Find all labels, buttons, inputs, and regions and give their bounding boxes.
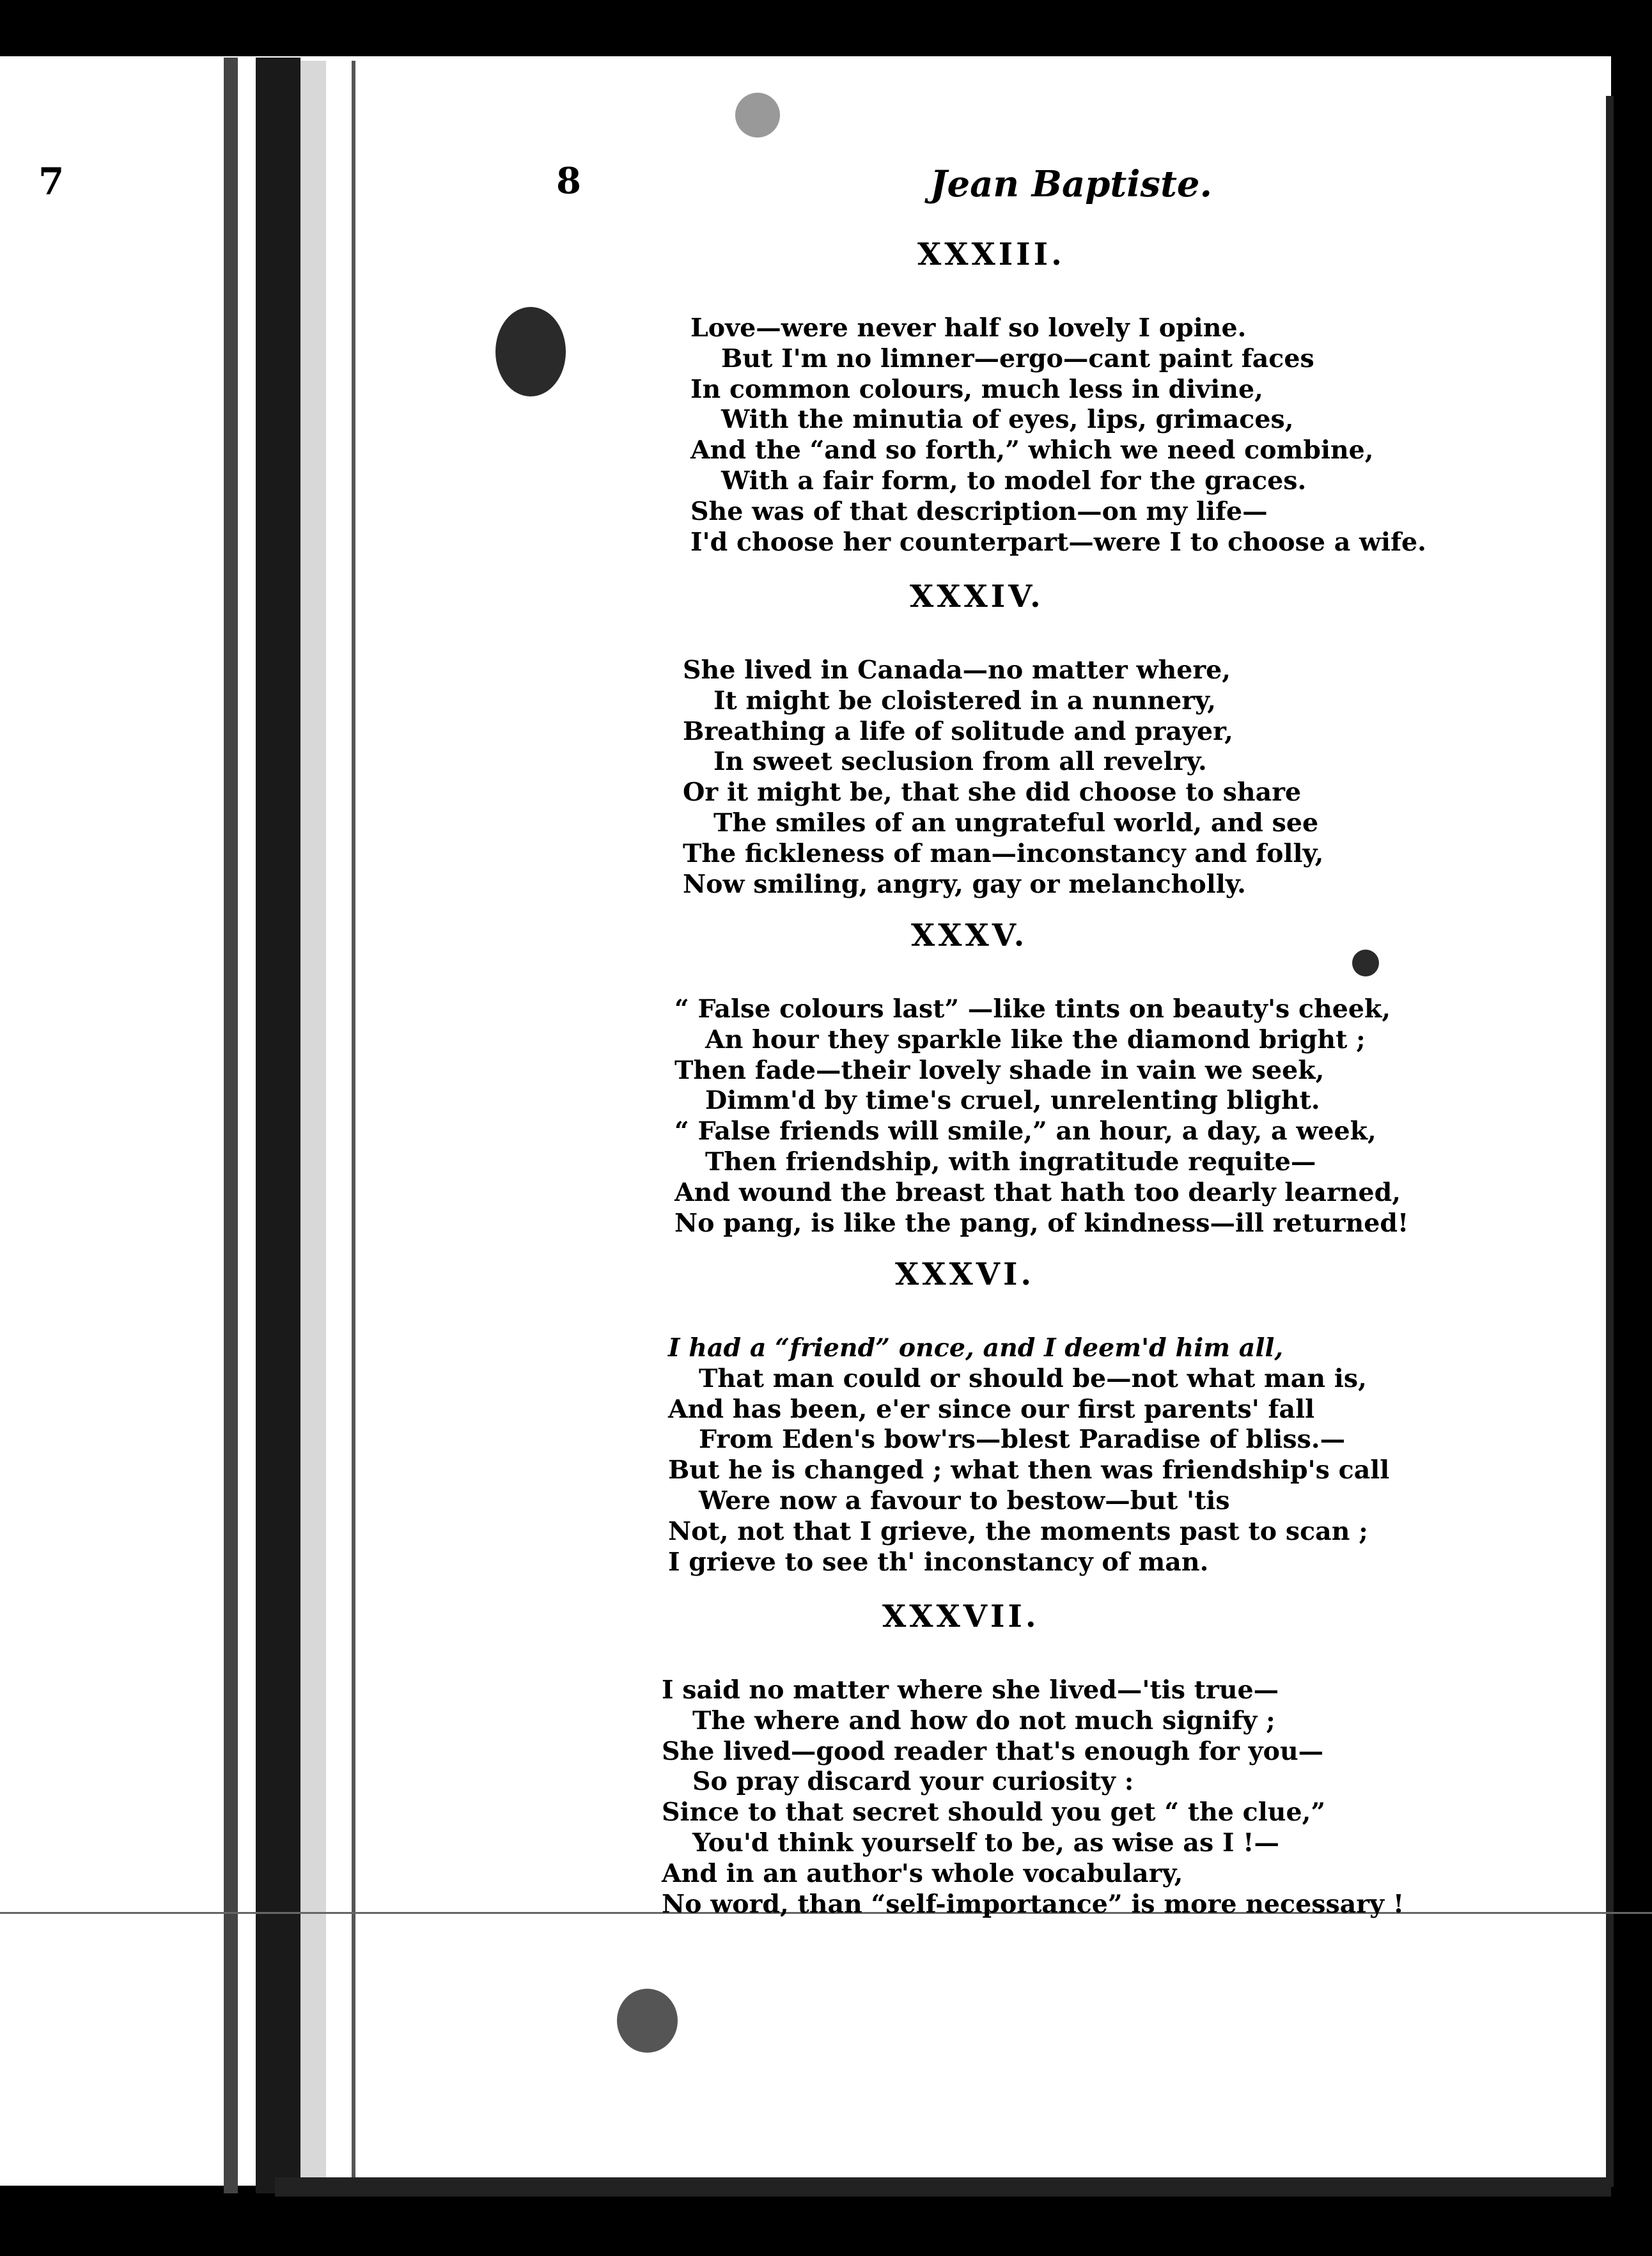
verse-line: I'd choose her counterpart—were I to choose a wife. [690,527,1426,557]
page-number: 8 [556,160,581,202]
verse-line: I grieve to see th' inconstancy of man. [668,1547,1209,1577]
verse-line: I said no matter where she lived—'tis true— [662,1675,1279,1705]
verse-line: Or it might be, that she did choose to share [683,778,1302,808]
verse-line: In common colours, much less in divine, [690,374,1263,404]
previous-page-fragment [0,56,256,2186]
stanza-36 [668,1257,1389,1578]
verse-line: She lived—good reader that's enough for you— [662,1736,1324,1766]
verse-line: Not, not that I grieve, the moments past to scan ; [668,1516,1368,1546]
verse-line: With a fair form, to model for the graces. [721,466,1307,496]
stanza-numeral: XXXVII. [882,1599,1040,1634]
verse-line: Then fade—their lovely shade in vain we seek, [674,1055,1325,1085]
verse-line: Were now a favour to bestow—but 'tis [699,1485,1230,1516]
verse-line: And has been, e'er since our first parents' fall [668,1394,1315,1424]
verse-line: The smiles of an ungrateful world, and see [713,808,1319,838]
stanza-numeral: XXXVI. [895,1257,1035,1292]
verse-line: Then friendship, with ingratitude requite— [705,1147,1316,1177]
verse-line: Now smiling, angry, gay or melancholly. [683,869,1246,899]
ink-blot [495,307,566,396]
verse-line: She lived in Canada—no matter where, [683,655,1231,685]
verse-line: From Eden's bow'rs—blest Paradise of bliss.— [699,1425,1346,1455]
verse-line: So pray discard your curiosity : [692,1767,1134,1797]
stanza-33 [690,237,1426,558]
page-edge-line [352,61,355,2190]
stanza-35 [674,918,1408,1239]
verse-line: It might be cloistered in a nunnery, [713,685,1217,716]
verse-line: No pang, is like the pang, of kindness—ill returned! [674,1208,1409,1238]
stanza-numeral: XXXIV. [910,579,1044,615]
verse-line: You'd think yourself to be, as wise as I !— [692,1828,1280,1858]
verse-line: That man could or should be—not what man is, [699,1363,1367,1393]
stanza-37 [662,1599,1404,1920]
running-head: Jean Baptiste. [930,163,1213,205]
left-page-number: 7 [38,160,65,203]
verse-line: An hour they sparkle like the diamond bright ; [705,1024,1366,1054]
verse-line: But I'm no limner—ergo—cant paint faces [721,343,1314,373]
verse-line: The where and how do not much signify ; [692,1705,1275,1735]
smudge-mark [735,93,780,137]
gutter-highlight [300,61,326,2190]
page-bottom-edge [275,2177,1611,2197]
stanza-numeral: XXXV. [911,918,1028,953]
verse-line: But he is changed ; what then was friendship's call [668,1455,1390,1485]
verse-line: Love—were never half so lovely I opine. [690,313,1247,343]
verse-line: And the “and so forth,” which we need combine, [690,435,1374,466]
book-gutter [256,58,300,2193]
verse-line: Since to that secret should you get “ the clue,” [662,1798,1326,1828]
verse-line: “ False colours last” —like tints on beauty's cheek, [674,994,1391,1024]
page-right-edge [1606,96,1614,2187]
stanza-numeral: XXXIII. [917,237,1065,272]
verse-line: And wound the breast that hath too dearly learned, [674,1177,1401,1207]
verse-line: “ False friends will smile,” an hour, a day, a week, [674,1116,1376,1147]
verse-line: The fickleness of man—inconstancy and folly, [683,838,1324,868]
verse-line: And in an author's whole vocabulary, [662,1858,1183,1888]
verse-line: With the minutia of eyes, lips, grimaces, [721,405,1294,435]
gutter-shadow-outer [224,58,238,2193]
verse-line: I had a “friend” once, and I deem'd him all, [668,1333,1284,1363]
ink-blot [617,1989,678,2053]
verse-line: Dimm'd by time's cruel, unrelenting blight. [705,1086,1320,1116]
verse-line: Breathing a life of solitude and prayer, [683,716,1233,746]
verse-line: In sweet seclusion from all revelry. [713,747,1207,777]
stanza-34 [683,579,1323,900]
verse-line: No word, than “self-importance” is more necessary ! [662,1889,1405,1919]
verse-line: She was of that description—on my life— [690,496,1268,526]
